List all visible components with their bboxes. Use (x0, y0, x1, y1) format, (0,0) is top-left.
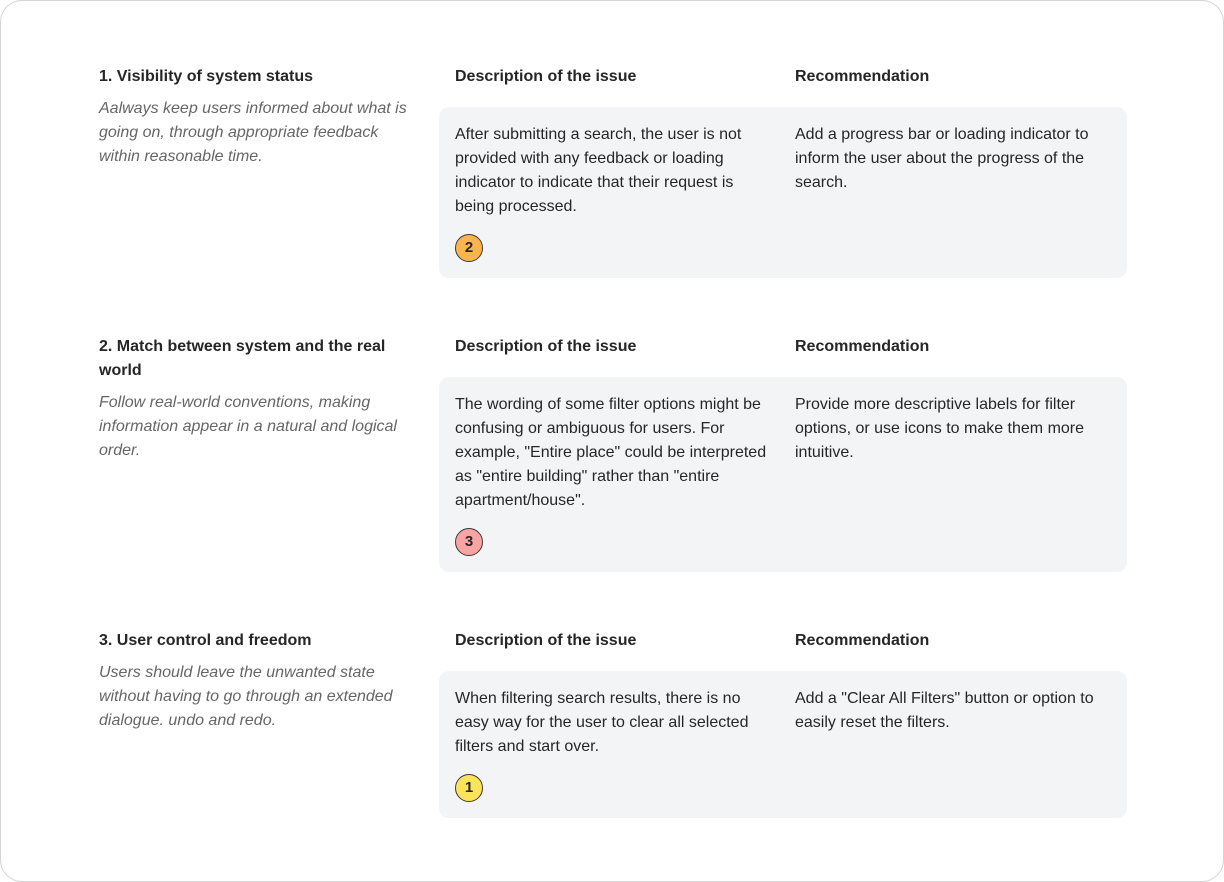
heuristic-title: 3. User control and freedom (99, 632, 312, 649)
heuristic-description: Users should leave the unwanted state without having to go through an extended dialogue. undo and redo. (99, 664, 393, 729)
issue-description: When filtering search results, there is no easy way for the user to clear all selected filters and start over. (455, 690, 749, 755)
issue-description: After submitting a search, the user is not provided with any feedback or loading indicator to indicate that their request is being processed. (455, 126, 742, 215)
issue-recommendation: Provide more descriptive labels for filter options, or use icons to make them more intuitive. (795, 396, 1085, 461)
severity-badge: 2 (455, 234, 483, 262)
heuristic-description: Aalways keep users informed about what is going on, through appropriate feedback within reasonable time. (99, 100, 407, 165)
issue-card (439, 671, 1127, 818)
issue-column-header: Description of the issue (455, 338, 637, 355)
recommendation-column-header: Recommendation (795, 632, 930, 649)
heuristic-description: Follow real-world conventions, making information appear in a natural and logical order. (99, 394, 397, 459)
recommendation-column-header: Recommendation (795, 338, 930, 355)
issue-card (439, 107, 1127, 278)
issue-recommendation: Add a "Clear All Filters" button or option to easily reset the filters. (795, 690, 1094, 731)
heuristic-title: 2. Match between system and the real world (99, 338, 386, 379)
heuristic-info (99, 629, 415, 733)
issue-recommendation: Add a progress bar or loading indicator to inform the user about the progress of the search. (795, 126, 1089, 191)
issue-column-header: Description of the issue (455, 632, 637, 649)
severity-badge: 3 (455, 528, 483, 556)
heuristic-title: 1. Visibility of system status (99, 68, 314, 85)
issue-card (439, 377, 1127, 572)
issue-description: The wording of some filter options might be confusing or ambiguous for users. For example, "Entire place" could be interpreted as "entire building" rather than "entire apartment/house". (455, 396, 767, 509)
heuristic-info (99, 65, 415, 169)
heuristic-info (99, 335, 415, 463)
severity-badge: 1 (455, 774, 483, 802)
issue-column-header: Description of the issue (455, 68, 637, 85)
recommendation-column-header: Recommendation (795, 68, 930, 85)
